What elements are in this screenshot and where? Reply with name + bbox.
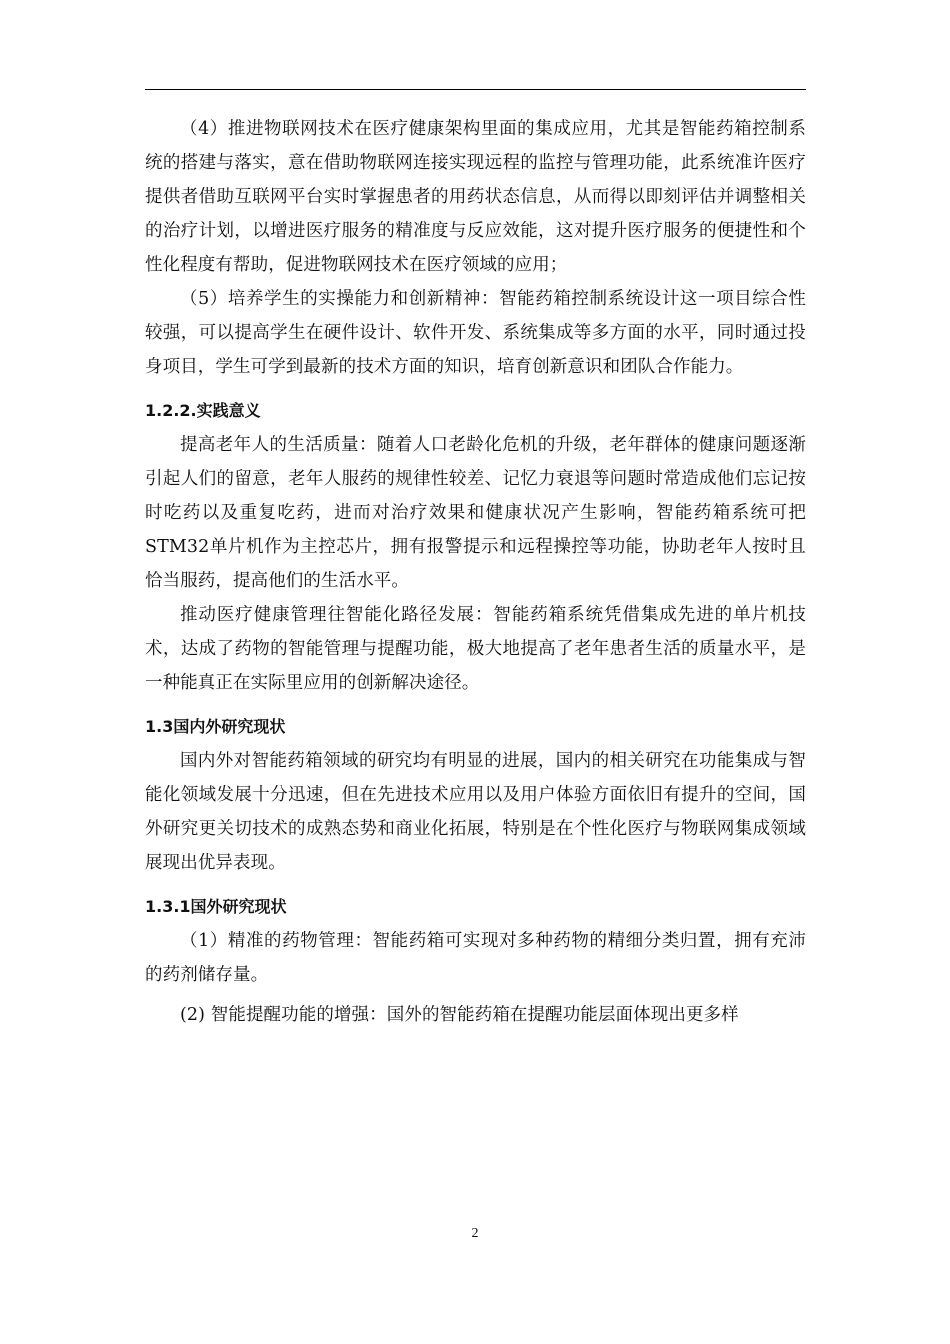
paragraph-foreign-item-1: （1）精准的药物管理：智能药箱可实现对多种药物的精细分类归置，拥有充沛的药剂储存量。 xyxy=(145,931,806,985)
paragraph-foreign-item-2: (2) 智能提醒功能的增强：国外的智能药箱在提醒功能层面体现出更多样 xyxy=(180,1005,739,1025)
paragraph-practice-elderly: 提高老年人的生活质量：随着人口老龄化危机的升级，老年群体的健康问题逐渐引起人们的留意，老年人服药的规律性较差、记忆力衰退等问题时常造成他们忘记按时吃药以及重复吃药，进而对治疗效果和健康状况产生影响，智能药箱系统可把STM32单片机作为主控芯片，拥有报警提示和远程操控等功能，协助老年人按时且恰当服药，提高他们的生活水平。 xyxy=(145,435,806,591)
paragraph-research-status: 国内外对智能药箱领域的研究均有明显的进展，国内的相关研究在功能集成与智能化领域发展十分迅速，但在先进技术应用以及用户体验方面依旧有提升的空间，国外研究更关切技术的成熟态势和商业化拓展，特别是在个性化医疗与物联网集成领域展现出优异表现。 xyxy=(145,751,806,873)
document-body xyxy=(145,112,806,1032)
heading-research-status: 1.3国内外研究现状 xyxy=(145,717,286,736)
heading-practice-significance: 1.2.2.实践意义 xyxy=(145,401,261,420)
paragraph-practice-smart-health: 推动医疗健康管理往智能化路径发展：智能药箱系统凭借集成先进的单片机技术，达成了药物的智能管理与提醒功能，极大地提高了老年患者生活的质量水平，是一种能真正在实际里应用的创新解决途径。 xyxy=(145,605,806,693)
header-rule xyxy=(145,89,806,90)
heading-foreign-research: 1.3.1国外研究现状 xyxy=(145,897,287,916)
paragraph-item-5: （5）培养学生的实操能力和创新精神：智能药箱控制系统设计这一项目综合性较强，可以提高学生在硬件设计、软件开发、系统集成等多方面的水平，同时通过投身项目，学生可学到最新的技术方面的知识，培育创新意识和团队合作能力。 xyxy=(145,289,806,377)
page-number: 2 xyxy=(471,1226,479,1241)
paragraph-item-4: （4）推进物联网技术在医疗健康架构里面的集成应用，尤其是智能药箱控制系统的搭建与落实，意在借助物联网连接实现远程的监控与管理功能，此系统准许医疗提供者借助互联网平台实时掌握患者的用药状态信息，从而得以即刻评估并调整相关的治疗计划，以增进医疗服务的精准度与反应效能，这对提升医疗服务的便捷性和个性化程度有帮助，促进物联网技术在医疗领域的应用； xyxy=(145,119,806,275)
